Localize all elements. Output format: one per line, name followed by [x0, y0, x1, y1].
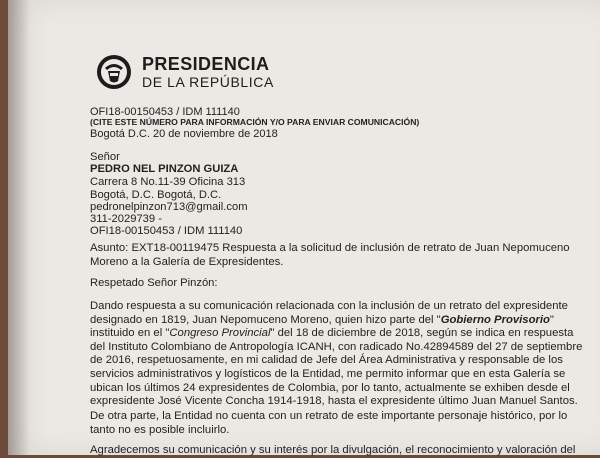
- place-date: Bogotá D.C. 20 de noviembre de 2018: [90, 128, 278, 140]
- recipient-address: Carrera 8 No.11-39 Oficina 313: [90, 176, 246, 188]
- page-shadow: [8, 0, 30, 455]
- p1-line-8: expresidente José Vicente Concha 1914-1918, hasta el expresidente último Juan Manuel Santos.: [90, 395, 578, 408]
- brand-subtitle: DE LA REPÚBLICA: [142, 74, 274, 90]
- p1-line-5: de 2016, respetuosamente, en mi calidad de Jefe del Área Administrativa y responsable de los: [90, 354, 563, 367]
- p1-line-7: ubican los últimos 24 expresidentes de Colombia, por lo tanto, actualmente se exhiben desde el: [90, 381, 570, 394]
- brand-title: PRESIDENCIA: [142, 54, 270, 74]
- recipient-phone: 311-2029739 -: [90, 213, 162, 225]
- colombia-seal-icon: [96, 54, 132, 90]
- p1-line-3: instituido en el "Congreso Provincial" del 18 de diciembre de 2018, según se indica en respuesta: [90, 327, 574, 340]
- subject-line-1: Asunto: EXT18-00119475 Respuesta a la solicitud de inclusión de retrato de Juan Nepomuceno: [90, 242, 570, 254]
- subject-line-2: Moreno a la Galería de Expresidentes.: [90, 255, 284, 268]
- subject: [90, 242, 570, 269]
- body-paragraph-2: [90, 410, 567, 437]
- recipient-code: OFI18-00150453 / IDM 111140: [90, 225, 243, 237]
- body-paragraph-1: [90, 300, 582, 409]
- p2-line-1: De otra parte, la Entidad no cuenta con un retrato de este importante personaje histórico, por lo: [90, 410, 568, 422]
- p1-line-1: Dando respuesta a su comunicación relacionada con la inclusión de un retrato del expresidente: [90, 300, 568, 312]
- greeting: Respetado Señor Pinzón:: [90, 277, 218, 289]
- recipient-city: Bogotá, D.C. Bogotá, D.C.: [90, 189, 222, 201]
- body-paragraph-3: [90, 444, 575, 458]
- letterhead: [96, 54, 336, 94]
- recipient-name: PEDRO NEL PINZON GUIZA: [90, 163, 239, 175]
- p3-line-1: Agradecemos su comunicación y su interés por la divulgación, el reconocimiento y valoración del: [90, 444, 576, 456]
- p1-line-4: del Instituto Colombiano de Antropología ICANH, con radicado No.42894589 del 27 de septiembre: [90, 340, 583, 353]
- reference-instruction: (CITE ESTE NÚMERO PARA INFORMACIÓN Y/O PARA ENVIAR COMUNICACIÓN): [90, 117, 420, 127]
- p1-line-2: designado en 1819, Juan Nepomuceno Moreno, quien hizo parte del "Gobierno Provisorio": [90, 313, 554, 326]
- p1-line-6: servicios administrativos y logísticos de la Entidad, me permito informar que en esta Galería se: [90, 367, 566, 380]
- recipient-salutation: Señor: [90, 151, 120, 163]
- p2-line-2: tanto no es posible incluirlo.: [90, 423, 230, 436]
- recipient-email: pedronelpinzon713@gmail.com: [90, 201, 248, 213]
- reference-code: OFI18-00150453 / IDM 111140: [90, 106, 240, 118]
